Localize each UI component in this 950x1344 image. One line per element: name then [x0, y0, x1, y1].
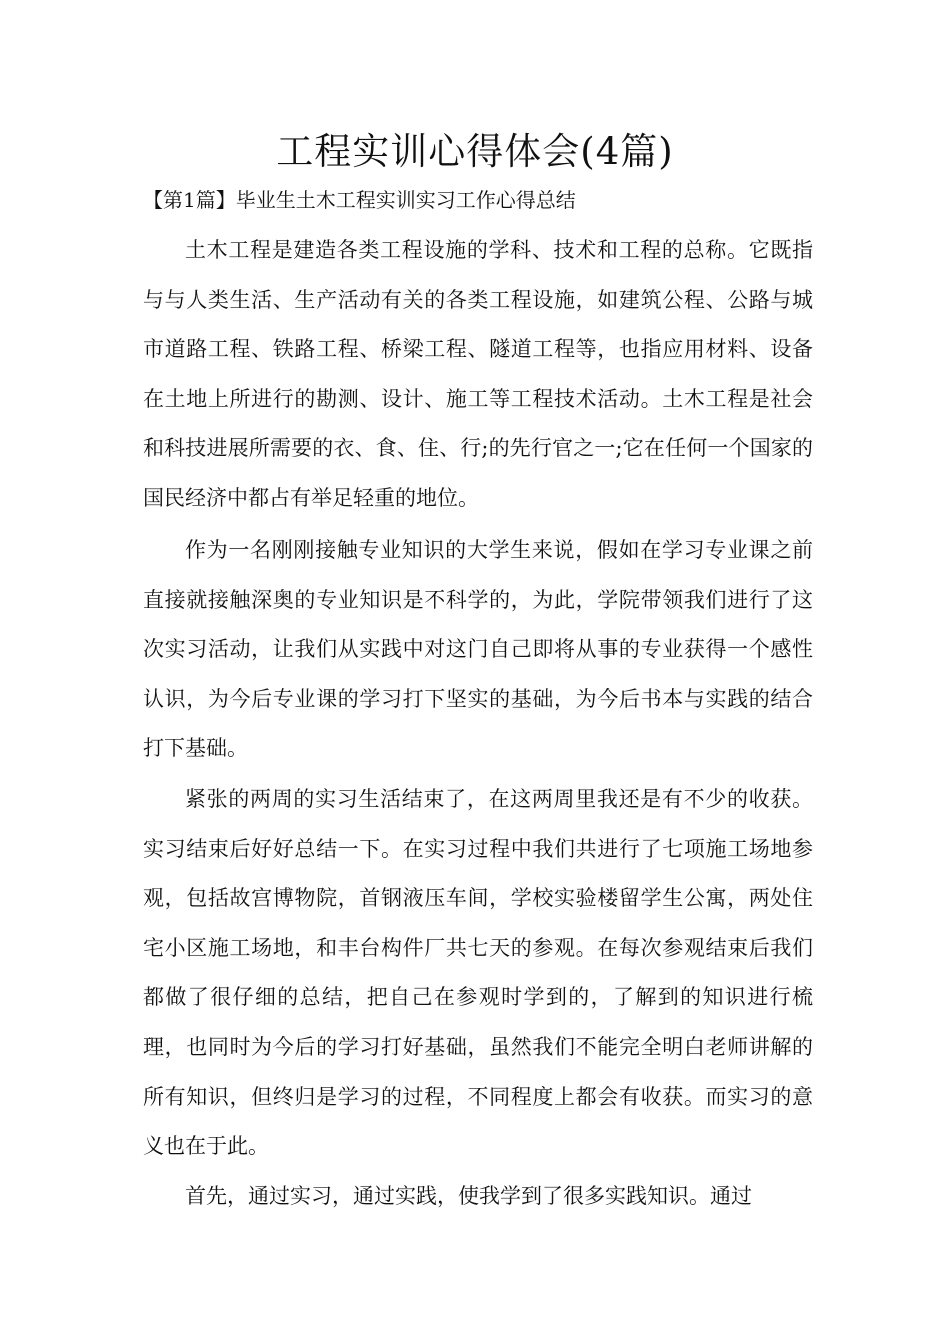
document-title: 工程实训心得体会(4篇) — [276, 130, 674, 173]
paragraph-4: 首先，通过实习，通过实践，使我学到了很多实践知识。通过 — [185, 1184, 752, 1208]
paragraph-3: 紧张的两周的实习生活结束了，在这两周里我还是有不少的收获。实习结束后好好总结一下。在实习过程中我们共进行了七项施工场地参观，包括故宫博物院，首钢液压车间，学校实验楼留学生公寓，两处住宅小区施工场地，和丰台构件厂共七天的参观。在每次参观结束后我们都做了很仔细的总结，把自己在参观时学到的，了解到的知识进行梳理，也同时为今后的学习打好基础，虽然我们不能完全明白老师讲解的所有知识，但终归是学习的过程，不同程度上都会有收获。而实习的意义也在于此。 — [143, 787, 813, 1159]
paragraph-1: 土木工程是建造各类工程设施的学科、技术和工程的总称。它既指与与人类生活、生产活动有关的各类工程设施，如建筑公程、公路与城市道路工程、铁路工程、桥梁工程、隧道工程等，也指应用材料、设备在土地上所进行的勘测、设计、施工等工程技术活动。土木工程是社会和科技进展所需要的衣、食、住、行;的先行官之一;它在任何一个国家的国民经济中都占有举足轻重的地位。 — [143, 238, 813, 510]
paragraph-2: 作为一名刚刚接触专业知识的大学生来说，假如在学习专业课之前直接就接触深奥的专业知识是不科学的，为此，学院带领我们进行了这次实习活动，让我们从实践中对这门自己即将从事的专业获得一个感性认识，为今后专业课的学习打下坚实的基础，为今后书本与实践的结合打下基础。 — [143, 538, 813, 761]
section-heading: 【第1篇】毕业生土木工程实训实习工作心得总结 — [143, 188, 576, 212]
